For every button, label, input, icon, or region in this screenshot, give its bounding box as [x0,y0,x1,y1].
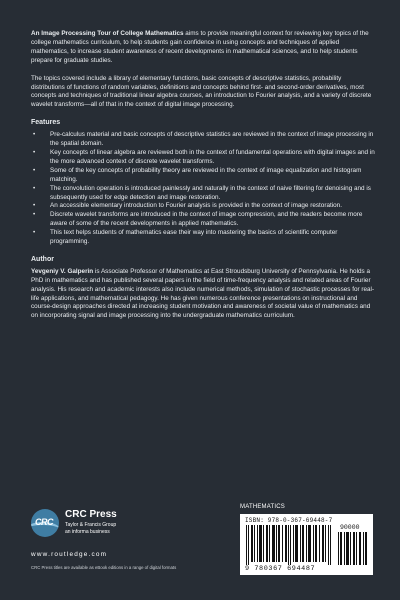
bullet-icon: • [33,148,36,156]
feature-item: • The convolution operation is introduced painlessly and naturally in the context of naive filtering for denoising and is subsequently used for edge detection and image restoration. [33,184,371,201]
features-heading: Features [31,119,61,127]
ebook-footnote: CRC Press titles are available as eBook editions in a range of digital formats [31,565,177,570]
bullet-icon: • [33,131,36,139]
price-code: 90000 [340,524,360,531]
crc-logo-icon [31,509,59,537]
isbn-barcode-icon [245,525,335,565]
topics-paragraph: The topics covered include a library of elementary functions, basic concepts of descriptive statistics, probability distributions of functions of random variables, definitions and concepts behind first- and second-order derivatives, most concepts and techniques of traditional linear algebra courses, an introduction to Fourier analysis, and a variety of discrete wavelet transforms—all of that in the context of digital image processing. [31,74,372,109]
isbn-number: ISBN: 978-0-367-69448-7 [245,517,333,524]
back-cover-text [31,30,375,330]
book-title: An Image Processing Tour of College Mathematics [31,30,184,37]
barcode-digits: 9 780367 694487 [245,565,316,573]
publisher-group: Taylor & Francis Group [65,522,117,528]
intro-text: aims to provide meaningful context for reviewing key topics of the college mathematics curriculum, to help students gain confidence in using concepts and techniques of applied mathematics, to increase student awareness of recent developments in mathematical sciences, and to help students prepare for graduate studies. [31,30,369,64]
features-list [31,131,375,247]
author-heading: Author [31,255,54,263]
feature-item: • An accessible elementary introduction to Fourier analysis is provided in the context of image restoration. [33,202,342,210]
bullet-icon: • [33,184,36,192]
author-name: Yevgeniy V. Galperin [31,267,94,275]
intro-paragraph [31,30,375,66]
logo-text: CRC [35,517,53,527]
bullet-icon: • [33,202,36,210]
feature-item: • Some of the key concepts of probability theory are reviewed in the context of image equalization and histogram matching. [33,166,362,183]
publisher-name: CRC Press [65,509,117,520]
publisher-block [31,506,231,546]
subject-label: MATHEMATICS [240,504,285,510]
barcode [240,514,373,575]
feature-item: • Discrete wavelet transforms are introduced in the context of image compression, and the readers become more aware of some of the recent developments in applied mathematics. [33,211,363,228]
author-paragraph [31,268,375,321]
price-barcode-icon [338,532,368,565]
author-bio: is Associate Professor of Mathematics at East Stroudsburg University of Pennsylvania. He holds a PhD in mathematics and has published several papers in the field of time-frequency analysis and related areas of Fourier analysis. His research and academic interests also include numerical methods, simulation of stochastic processes for real-life applications, and mathematical pedagogy. He has given numerous conference presentations on instructional and course-design approaches directed at increasing student motivation and awareness of societal value of mathematics and on incorporating signal and image processing into the undergraduate mathematics curriculum. [31,267,375,320]
bullet-icon: • [33,166,36,174]
bullet-icon: • [33,211,36,219]
publisher-tagline: an informa business [65,529,110,535]
bullet-icon: • [33,229,36,237]
website-link[interactable]: www.routledge.com [31,551,108,558]
feature-item: • Pre-calculus material and basic concepts of descriptive statistics are reviewed in the context of image processing in the spatial domain. [33,131,374,148]
feature-item: • This text helps students of mathematics ease their way into mastering the basics of scientific computer programming. [33,229,338,246]
feature-item: • Key concepts of linear algebra are reviewed both in the context of fundamental operations with digital images and in the more advanced context of discrete wavelet transforms. [33,148,375,165]
